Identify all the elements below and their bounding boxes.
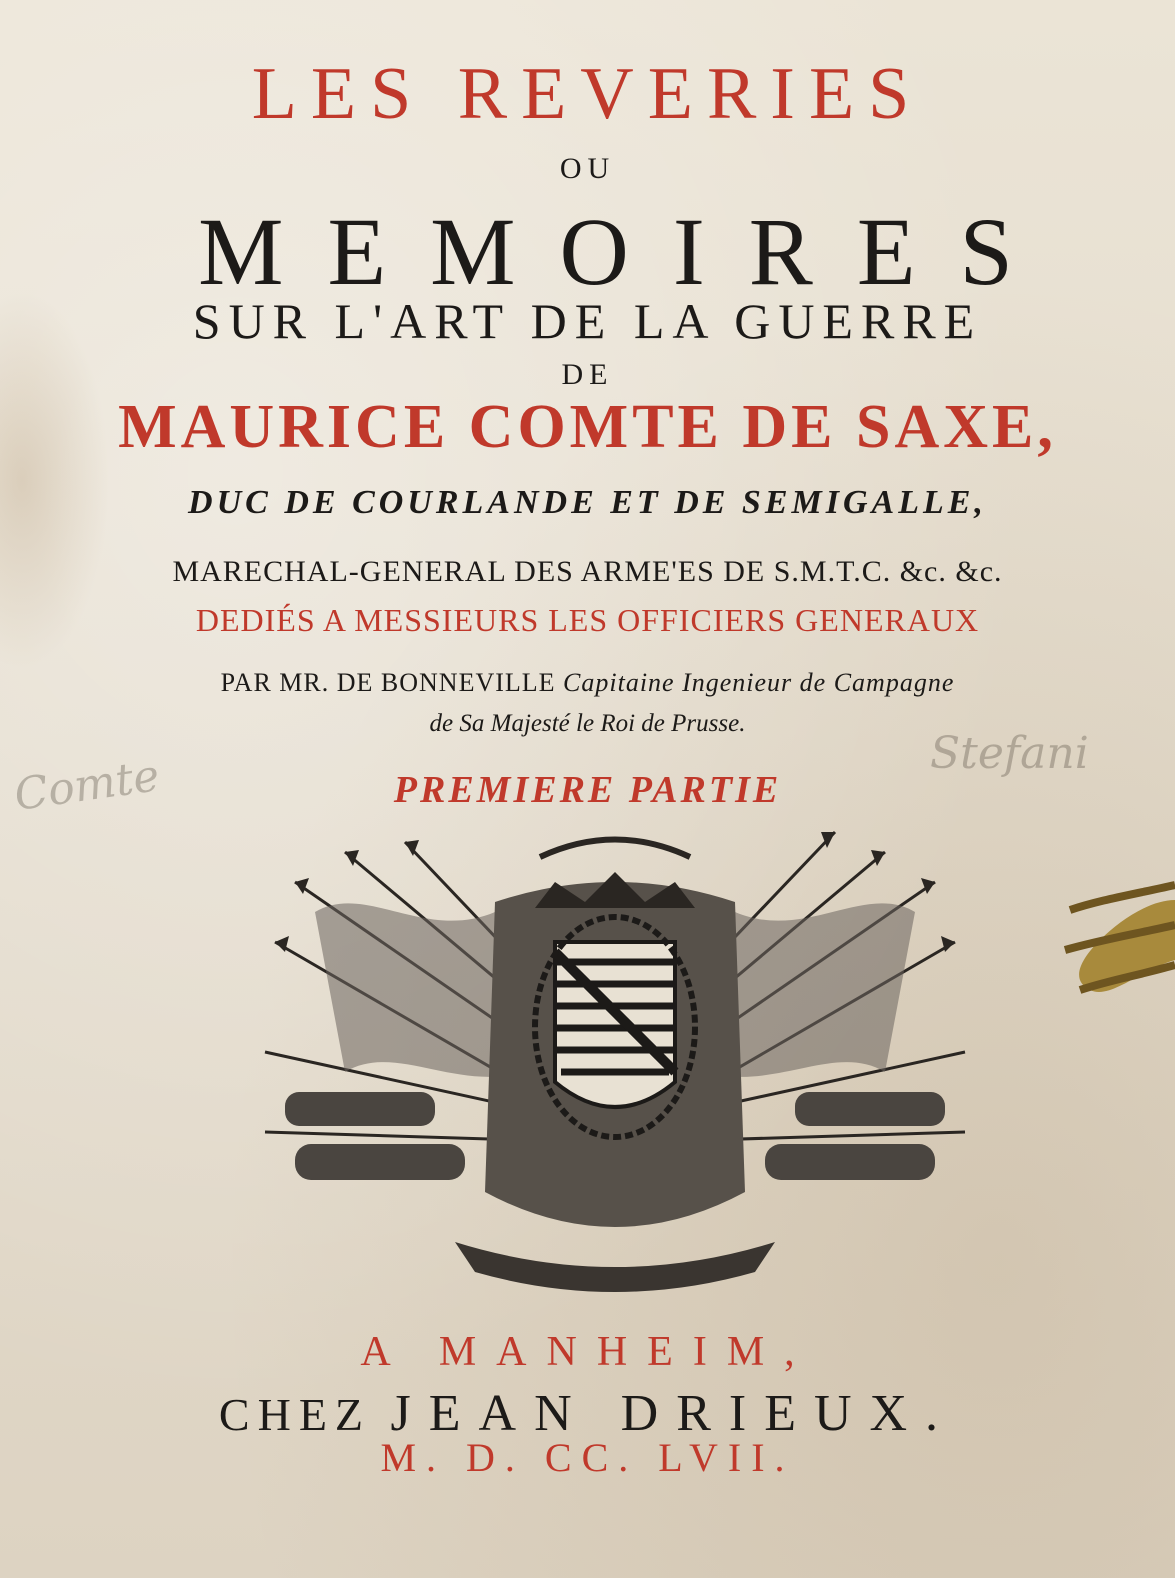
editor-line <box>0 668 1175 698</box>
publisher-name: JEAN DRIEUX. <box>390 1385 957 1442</box>
author-name-line: MAURICE COMTE DE SAXE, <box>118 393 1057 461</box>
brass-page-holder <box>1060 840 1175 1030</box>
title-line-ou: OU <box>559 152 616 185</box>
editor-name: PAR MR. DE BONNEVILLE <box>220 668 556 697</box>
editor-line-2: de Sa Majesté le Roi de Prusse. <box>429 710 746 737</box>
coat-of-arms-engraving <box>255 822 975 1312</box>
title-line-reveries: LES REVERIES <box>251 53 924 135</box>
editor-title: Capitaine Ingenieur de Campagne <box>563 668 955 697</box>
title-line-de: DE <box>561 358 614 391</box>
marshal-title-line: MARECHAL-GENERAL DES ARME'ES DE S.M.T.C. &c. &c. <box>172 555 1003 588</box>
title-line-art-de-la-guerre: SUR L'ART DE LA GUERRE <box>192 293 983 349</box>
title-line-memoires: MEMOIRES <box>198 198 1057 305</box>
part-line: PREMIERE PARTIE <box>393 769 782 811</box>
imprint-place: A MANHEIM, <box>360 1329 815 1375</box>
handwritten-note-right: Stefani <box>930 728 1089 779</box>
handwritten-note-left: Comte <box>11 750 163 821</box>
imprint-year: M. D. CC. LVII. <box>380 1435 795 1480</box>
dedication-line: DEDIÉS A MESSIEURS LES OFFICIERS GENERAUX <box>195 602 980 638</box>
duke-title-line: DUC DE COURLANDE ET DE SEMIGALLE, <box>188 484 987 521</box>
publisher-prefix: CHEZ <box>218 1389 372 1440</box>
